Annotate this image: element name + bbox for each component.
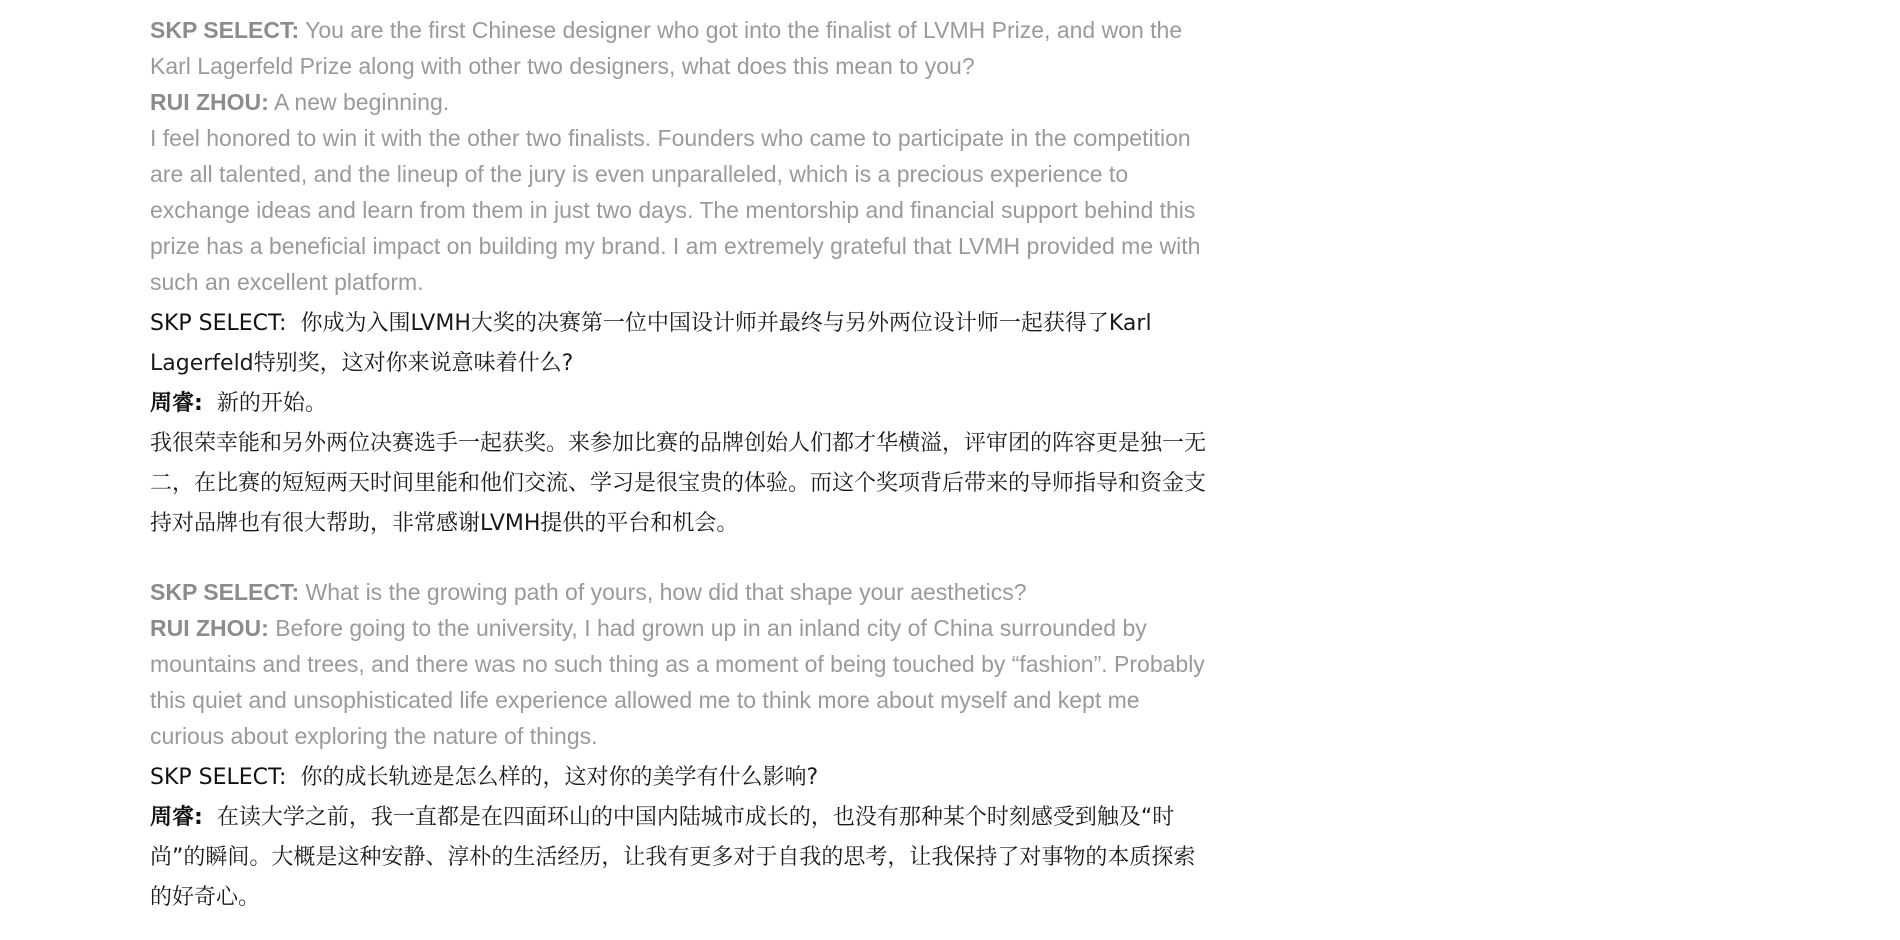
answer-text: Before going to the university, I had grown up in an inland city of China surrounded by mountains and trees, and there was no such thing as a moment of being touched by “fashion”. Probably this quiet and unsophisticated life experience allowed me to think more about myself and kept me curious about exploring the nature of things. [150,615,1205,749]
interview-question-en [150,574,1210,610]
speaker-label: 周睿: [150,391,203,416]
speaker-label: SKP SELECT: [150,311,287,336]
interview-question-zh [150,758,1210,798]
answer-text: 在读大学之前，我一直都是在四面环山的中国内陆城市成长的，也没有那种某个时刻感受到触及“时尚”的瞬间。大概是这种安静、淳朴的生活经历，让我有更多对于自我的思考，让我保持了对事物的本质探索的好奇心。 [150,805,1196,910]
section-spacer [150,544,1210,574]
speaker-label: SKP SELECT: [150,579,300,605]
speaker-label: SKP SELECT: [150,765,287,790]
speaker-label: 周睿: [150,805,203,830]
question-text: 你成为入围LVMH大奖的决赛第一位中国设计师并最终与另外两位设计师一起获得了Karl Lagerfeld特别奖，这对你来说意味着什么? [150,311,1152,376]
question-text: What is the growing path of yours, how did that shape your aesthetics? [299,579,1027,605]
interview-answer-en [150,84,1210,120]
interview-answer-paragraph-en: I feel honored to win it with the other two finalists. Founders who came to participate in the competition are all talented, and the lineup of the jury is even unparalleled, which is a precious experience to exchange ideas and learn from them in just two days. The mentorship and financial support behind this prize has a beneficial impact on building my brand. I am extremely grateful that LVMH provided me with such an excellent platform. [150,125,1201,295]
interview-answer-en [150,610,1210,754]
interview-article [150,12,1210,918]
speaker-label: SKP SELECT: [150,17,300,43]
interview-answer-paragraph-zh: 我很荣幸能和另外两位决赛选手一起获奖。来参加比赛的品牌创始人们都才华横溢，评审团的阵容更是独一无二，在比赛的短短两天时间里能和他们交流、学习是很宝贵的体验。而这个奖项背后带来的导师指导和资金支持对品牌也有很大帮助，非常感谢LVMH提供的平台和机会。 [150,431,1207,536]
speaker-label: RUI ZHOU: [150,615,269,641]
question-text: 你的成长轨迹是怎么样的，这对你的美学有什么影响? [300,765,819,790]
speaker-label: RUI ZHOU: [150,89,269,115]
interview-question-en [150,12,1210,84]
interview-answer-zh [150,384,1210,424]
question-text: You are the first Chinese designer who got into the finalist of LVMH Prize, and won the Karl Lagerfeld Prize along with other two designers, what does this mean to you? [150,17,1183,79]
interview-question-zh [150,304,1210,384]
interview-answer-zh [150,798,1210,918]
answer-text: 新的开始。 [216,391,327,416]
answer-text: A new beginning. [268,89,450,115]
